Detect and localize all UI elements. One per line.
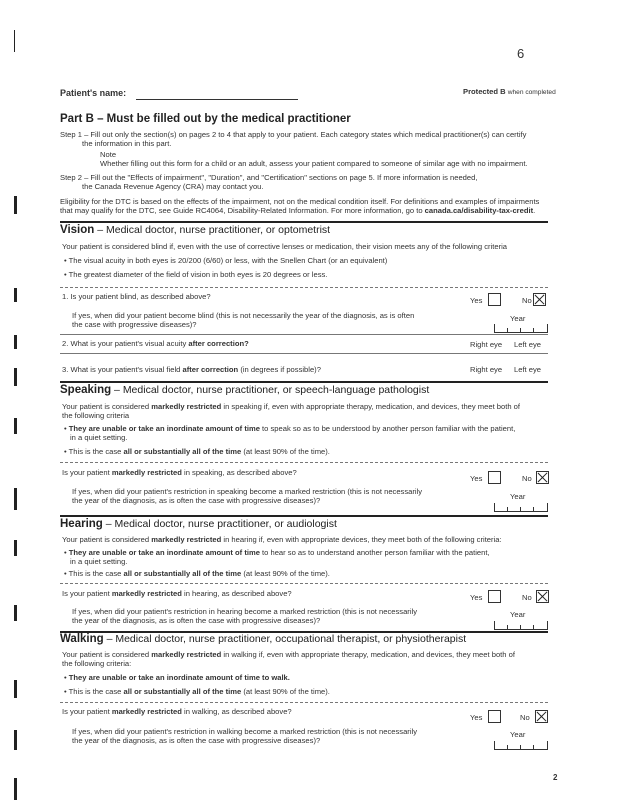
vision-title: Vision – Medical doctor, nurse practitioner, or optometrist: [60, 224, 331, 236]
patient-name-label: Patient's name:: [60, 88, 127, 98]
hearing-bullet-2: • This is the case all or substantially all of the time (at least 90% of the time).: [64, 569, 330, 578]
hearing-bullet-1: • They are unable or take an inordinate amount of time to hear so as to understand another person familiar with the patient,: [64, 548, 490, 557]
walking-no-checkbox[interactable]: [535, 710, 548, 723]
right-eye-label-1: Right eye: [470, 340, 503, 349]
protected-b-label: Protected B when completed: [463, 87, 556, 96]
right-eye-label-2: Right eye: [470, 365, 503, 374]
hearing-year-label: Year: [510, 610, 526, 619]
hearing-yes-label: Yes: [470, 593, 483, 602]
speaking-yes-label: Yes: [470, 474, 483, 483]
speaking-bullet-1: • They are unable or take an inordinate amount of time to speak so as to be understood by another person familiar with the patient,: [64, 424, 516, 433]
speaking-intro-1: Your patient is considered markedly restricted in speaking if, even with appropriate therapy, medication, and devices, they meet both of: [62, 402, 521, 411]
walking-yes-label: Yes: [470, 713, 483, 722]
scan-edge-marks: [14, 0, 26, 808]
note-label: Note: [100, 150, 117, 159]
speaking-year-line-2: the year of the diagnosis, as is often the case with progressive diseases)?: [72, 496, 321, 505]
speaking-year-input[interactable]: [494, 503, 548, 512]
eligibility-line-1: Eligibility for the DTC is based on the effects of the impairment, not on the medical condition itself. For definitions and examples of impairments: [60, 197, 540, 206]
hearing-yes-checkbox[interactable]: [488, 590, 501, 603]
walking-year-line-2: the year of the diagnosis, as is often the case with progressive diseases)?: [72, 736, 321, 745]
vision-q3: 3. What is your patient's visual field after correction (in degrees if possible)?: [62, 365, 321, 374]
walking-year-input[interactable]: [494, 741, 548, 750]
speaking-no-checkbox[interactable]: [536, 471, 549, 484]
step-2-line-2: the Canada Revenue Agency (CRA) may contact you.: [82, 182, 264, 191]
walking-bullet-2: • This is the case all or substantially all of the time (at least 90% of the time).: [64, 687, 330, 696]
page-number: 6: [517, 46, 525, 61]
section-divider: [60, 515, 548, 517]
vision-bullet-1: • The visual acuity in both eyes is 20/200 (6/60) or less, with the Snellen Chart (or an equivalent): [64, 256, 388, 265]
hearing-year-line-1: If yes, when did your patient's restriction in hearing become a marked restriction (this is not necessarily: [72, 607, 418, 616]
speaking-year-line-1: If yes, when did your patient's restriction in speaking become a marked restriction (this is not necessarily: [72, 487, 423, 496]
hearing-no-label: No: [522, 593, 532, 602]
step-2-line-1: Step 2 – Fill out the "Effects of impairment", "Duration", and "Certification" sections on page 5. If more information is needed,: [60, 173, 478, 182]
walking-title: Walking – Medical doctor, nurse practitioner, occupational therapist, or physiotherapist: [60, 633, 467, 645]
walking-year-label: Year: [510, 730, 526, 739]
patient-name-field[interactable]: [136, 99, 298, 100]
hearing-year-line-2: the year of the diagnosis, as is often the case with progressive diseases)?: [72, 616, 321, 625]
left-eye-label-2: Left eye: [514, 365, 542, 374]
speaking-no-label: No: [522, 474, 532, 483]
speaking-question: Is your patient markedly restricted in speaking, as described above?: [62, 468, 297, 477]
speaking-yes-checkbox[interactable]: [488, 471, 501, 484]
vision-q2: 2. What is your patient's visual acuity after correction?: [62, 339, 249, 348]
walking-question: Is your patient markedly restricted in walking, as described above?: [62, 707, 292, 716]
vision-q1-yes-label: Yes: [470, 296, 483, 305]
hearing-bullet-1b: in a quiet setting.: [70, 557, 128, 566]
walking-bullet-1: • They are unable or take an inordinate amount of time to walk.: [64, 673, 290, 682]
speaking-bullet-1b: in a quiet setting.: [70, 433, 128, 442]
eligibility-line-2: that may qualify for the DTC, see Guide RC4064, Disability-Related Information. For more information, go to canada.ca/disability-tax-credit.: [60, 206, 536, 215]
walking-no-label: No: [520, 713, 530, 722]
step-1-line-2: the information in this part.: [82, 139, 172, 148]
step-1-line-1: Step 1 – Fill out only the section(s) on pages 2 to 4 that apply to your patient. Each category states which medical practitioner(s) can certify: [60, 130, 527, 139]
vision-q1-year-line-1: If yes, when did your patient become blind (this is not necessarily the year of the diagnosis, as is often: [72, 311, 415, 320]
hearing-question: Is your patient markedly restricted in hearing, as described above?: [62, 589, 292, 598]
speaking-intro-2: the following criteria: [62, 411, 130, 420]
vision-bullet-2: • The greatest diameter of the field of vision in both eyes is 20 degrees or less.: [64, 270, 328, 279]
footer-page-number: 2: [553, 773, 558, 782]
left-eye-label-1: Left eye: [514, 340, 542, 349]
hearing-intro: Your patient is considered markedly restricted in hearing if, even with appropriate devices, they meet both of the following criteria:: [62, 535, 502, 544]
vision-q1-yes-checkbox[interactable]: [488, 293, 501, 306]
vision-q1-no-label: No: [522, 296, 532, 305]
speaking-bullet-2: • This is the case all or substantially all of the time (at least 90% of the time).: [64, 447, 330, 456]
section-divider: [60, 221, 548, 223]
vision-year-input[interactable]: [494, 324, 548, 333]
walking-intro-1: Your patient is considered markedly restricted in walking if, even with appropriate therapy, medication, and devices, they meet both of: [62, 650, 515, 659]
section-divider: [60, 381, 548, 383]
vision-intro: Your patient is considered blind if, even with the use of corrective lenses or medication, their vision meets any of the following criteria: [62, 242, 508, 251]
speaking-year-label: Year: [510, 492, 526, 501]
vision-q1-no-checkbox[interactable]: [533, 293, 546, 306]
hearing-year-input[interactable]: [494, 621, 548, 630]
speaking-title: Speaking – Medical doctor, nurse practitioner, or speech-language pathologist: [60, 384, 430, 396]
dtc-link[interactable]: canada.ca/disability-tax-credit: [424, 206, 534, 215]
hearing-title: Hearing – Medical doctor, nurse practitioner, or audiologist: [60, 518, 337, 530]
vision-q1: 1. Is your patient blind, as described above?: [62, 292, 211, 301]
note-text: Whether filling out this form for a child or an adult, assess your patient compared to someone of similar age with no impairment.: [100, 159, 528, 168]
hearing-no-checkbox[interactable]: [536, 590, 549, 603]
walking-year-line-1: If yes, when did your patient's restriction in walking become a marked restriction (this is not necessarily: [72, 727, 418, 736]
vision-q1-year-line-2: the case with progressive diseases)?: [72, 320, 197, 329]
part-b-title: Part B – Must be filled out by the medical practitioner: [60, 113, 351, 125]
walking-yes-checkbox[interactable]: [488, 710, 501, 723]
vision-year-label: Year: [510, 314, 526, 323]
walking-intro-2: the following criteria:: [62, 659, 132, 668]
